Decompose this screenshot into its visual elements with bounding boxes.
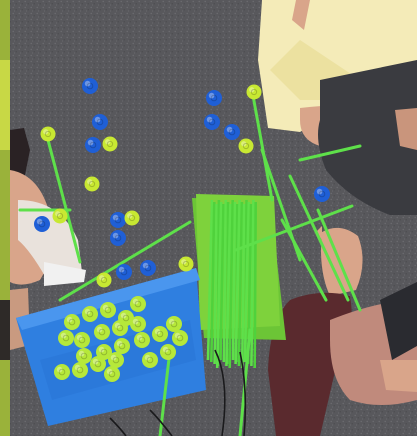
connector bbox=[76, 348, 92, 364]
connector bbox=[110, 212, 126, 228]
straw bbox=[255, 202, 256, 368]
connector bbox=[58, 330, 74, 346]
connector bbox=[53, 209, 68, 224]
connector bbox=[92, 114, 108, 130]
connector bbox=[114, 338, 130, 354]
connector bbox=[82, 78, 98, 94]
connector bbox=[166, 316, 182, 332]
connector bbox=[125, 211, 140, 226]
connector bbox=[206, 90, 222, 106]
connector bbox=[108, 352, 124, 368]
connector bbox=[247, 85, 262, 100]
connector bbox=[152, 326, 168, 342]
connector bbox=[130, 316, 146, 332]
connector bbox=[172, 330, 188, 346]
connector bbox=[82, 306, 98, 322]
connector bbox=[41, 127, 56, 142]
connector bbox=[110, 230, 126, 246]
connector bbox=[314, 186, 330, 202]
connector bbox=[97, 273, 112, 288]
connector bbox=[85, 137, 101, 153]
connector bbox=[224, 124, 240, 140]
connector bbox=[74, 332, 90, 348]
connector bbox=[100, 302, 116, 318]
connector bbox=[90, 356, 106, 372]
connector bbox=[103, 137, 118, 152]
connector bbox=[64, 314, 80, 330]
connector bbox=[130, 296, 146, 312]
connector bbox=[72, 362, 88, 378]
connector bbox=[104, 366, 120, 382]
connector bbox=[112, 320, 128, 336]
connector bbox=[54, 364, 70, 380]
connector bbox=[140, 260, 156, 276]
connector bbox=[204, 114, 220, 130]
connector bbox=[239, 139, 254, 154]
connector bbox=[85, 177, 100, 192]
connector bbox=[116, 264, 132, 280]
connector bbox=[160, 344, 176, 360]
connector bbox=[142, 352, 158, 368]
connector bbox=[34, 216, 50, 232]
connector bbox=[179, 257, 194, 272]
connector bbox=[94, 324, 110, 340]
connector bbox=[134, 332, 150, 348]
